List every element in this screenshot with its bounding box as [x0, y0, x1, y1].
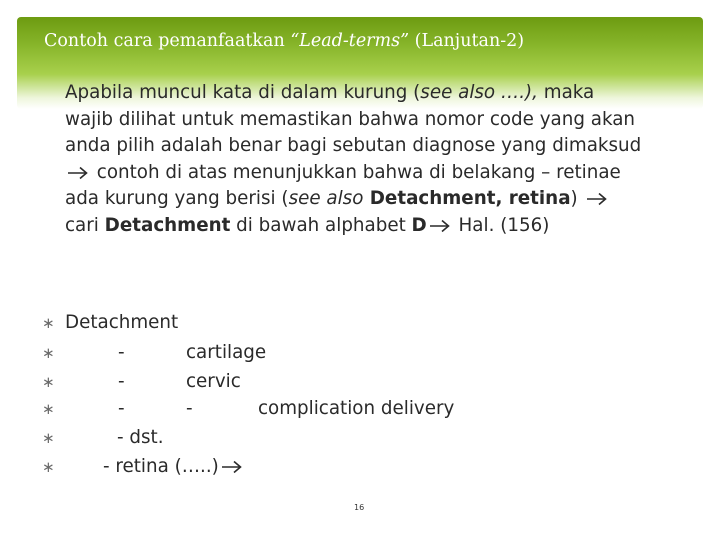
title-italic: “Lead-terms”: [290, 31, 410, 51]
list-item: [42, 369, 642, 395]
asterisk-bullet-icon: ∗: [42, 314, 55, 332]
list-item-dash: -: [118, 371, 125, 392]
list-item-dash: -: [118, 398, 125, 419]
para-italic-see-also: see also: [288, 188, 364, 209]
para-bold-term: Detachment: [104, 214, 231, 236]
list-item-dash: -: [118, 342, 125, 363]
para-text: di bawah alphabet: [230, 214, 412, 236]
list-item-label: - retina (…..): [103, 456, 219, 477]
asterisk-bullet-icon: ∗: [42, 344, 55, 362]
list-item-text: Detachment: [65, 312, 179, 333]
arrow-right-icon: [429, 219, 451, 233]
list-item: [42, 310, 642, 336]
para-text: cari: [65, 214, 105, 236]
asterisk-bullet-icon: ∗: [42, 400, 55, 418]
list-item: [42, 425, 642, 451]
para-text: ): [570, 188, 584, 209]
list-item-dash: -: [186, 398, 193, 419]
list-item: [42, 340, 642, 366]
list-item-text: complication delivery: [258, 398, 455, 419]
explanation-paragraph: [65, 80, 645, 239]
para-bold-term: D: [411, 214, 427, 236]
para-bold-term: Detachment, retina: [363, 188, 571, 209]
title-prefix: Contoh cara pemanfaatkan: [44, 31, 291, 51]
list-item-text: cartilage: [186, 342, 267, 363]
page-number: 16: [354, 503, 365, 512]
list-item-text: - dst.: [117, 427, 164, 448]
para-text: maka wajib dilihat untuk memastikan bahwa nomor code yang akan anda pilih adalah benar bagi sebutan diagnose yang dimaksud: [65, 82, 642, 156]
para-text: Apabila muncul kata di dalam kurung (: [65, 82, 421, 103]
asterisk-bullet-icon: ∗: [42, 458, 55, 476]
title-suffix: (Lanjutan-2): [409, 31, 525, 51]
asterisk-bullet-icon: ∗: [42, 429, 55, 447]
para-italic-see-also: see also ….),: [420, 82, 538, 103]
arrow-right-icon: [221, 460, 243, 474]
asterisk-bullet-icon: ∗: [42, 373, 55, 391]
list-item-text: [103, 454, 245, 480]
list-item: [42, 396, 642, 422]
arrow-right-icon: [586, 192, 608, 206]
arrow-right-icon: [67, 166, 89, 180]
slide-title: [44, 31, 524, 51]
para-text: contoh di atas menunjukkan bahwa di belakang – retinae ada kurung yang berisi (: [65, 161, 621, 209]
list-item: [42, 454, 642, 480]
list-item-text: cervic: [186, 371, 241, 392]
para-text: Hal. (156): [452, 214, 550, 236]
